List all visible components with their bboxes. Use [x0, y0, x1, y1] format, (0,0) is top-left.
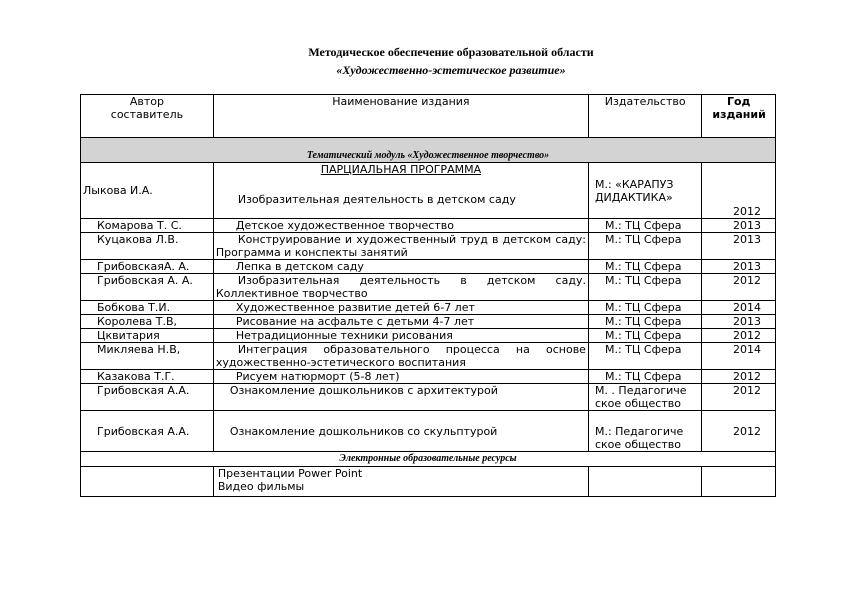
row-publisher: М.: ТЦ Сфера	[588, 233, 701, 260]
table-row	[81, 370, 776, 384]
eresources-list	[213, 467, 588, 497]
row-publisher: М.: ТЦ Сфера	[588, 274, 701, 301]
row-publisher: М.: ТЦ Сфера	[588, 219, 701, 233]
row-publisher: М.: ТЦ Сфера	[588, 301, 701, 315]
row-name: Детское художественное творчество	[213, 219, 588, 233]
row-year: 2012	[702, 274, 776, 301]
row-year: 2013	[702, 315, 776, 329]
table-row	[81, 343, 776, 370]
row-author: Казакова Т.Г.	[81, 370, 214, 384]
program-row	[81, 163, 776, 219]
eresources-item: Видео фильмы	[217, 480, 305, 493]
module-row	[81, 138, 776, 163]
eresources-year	[702, 467, 776, 497]
row-name: Нетрадиционные техники рисования	[213, 329, 588, 343]
table-row	[81, 260, 776, 274]
eresources-row	[81, 467, 776, 497]
row-publisher: М.: ТЦ Сфера	[588, 315, 701, 329]
row-author: Грибовская А. А.	[81, 274, 214, 301]
module-title: Тематический модуль «Художественное творчество»	[81, 138, 776, 163]
row-author: Куцакова Л.В.	[81, 233, 214, 260]
program-name: Изобразительная деятельность в детском саду	[237, 193, 516, 206]
header-author: Автор составитель	[81, 95, 214, 138]
eresources-title: Электронные образовательные ресурсы	[81, 452, 776, 467]
row-author: ГрибовскаяА. А.	[81, 260, 214, 274]
row-author: Грибовская А.А.	[81, 411, 214, 452]
row-name: Лепка в детском саду	[213, 260, 588, 274]
row-year: 2012	[702, 411, 776, 452]
header-publisher: Издательство	[588, 95, 701, 138]
row-year: 2013	[702, 260, 776, 274]
row-year: 2014	[702, 343, 776, 370]
program-author: Лыкова И.А.	[81, 163, 214, 219]
program-name-cell	[213, 163, 588, 219]
eresources-author	[81, 467, 214, 497]
eresources-item: Презентации Power Point	[217, 467, 363, 480]
row-name: Художественное развитие детей 6-7 лет	[213, 301, 588, 315]
row-publisher: М. . Педагогиче ское общество	[588, 384, 701, 411]
row-year: 2012	[702, 329, 776, 343]
program-publisher: М.: «КАРАПУЗ ДИДАКТИКА»	[588, 163, 701, 219]
table-row	[81, 315, 776, 329]
row-author: Комарова Т. С.	[81, 219, 214, 233]
table-row	[81, 384, 776, 411]
header-name: Наименование издания	[213, 95, 588, 138]
row-year: 2012	[702, 370, 776, 384]
table-row	[81, 219, 776, 233]
row-name: Ознакомление дошкольников с архитектурой	[213, 384, 588, 411]
row-publisher: М.: ТЦ Сфера	[588, 329, 701, 343]
program-label: ПАРЦИАЛЬНАЯ ПРОГРАММА	[320, 163, 482, 176]
row-name: Изобразительная деятельность в детском саду. Коллективное творчество	[213, 274, 588, 301]
document-subtitle: «Художественно-эстетическое развитие»	[336, 63, 566, 77]
table-row	[81, 233, 776, 260]
row-publisher: М.: ТЦ Сфера	[588, 370, 701, 384]
row-publisher: М.: ТЦ Сфера	[588, 260, 701, 274]
table-row	[81, 411, 776, 452]
program-year: 2012	[702, 163, 776, 219]
table-row	[81, 274, 776, 301]
row-author: Микляева Н.В,	[81, 343, 214, 370]
row-year: 2014	[702, 301, 776, 315]
row-publisher: М.: Педагогиче ское общество	[588, 411, 701, 452]
row-name: Интеграция образовательного процесса на основе художественно-эстетического воспитания	[213, 343, 588, 370]
document-title: Методическое обеспечение образовательной области	[308, 45, 594, 59]
table-row	[81, 301, 776, 315]
row-name: Конструирование и художественный труд в детском саду: Программа и конспекты занятий	[213, 233, 588, 260]
row-author: Грибовская А.А.	[81, 384, 214, 411]
row-name: Ознакомление дошкольников со скульптурой	[213, 411, 588, 452]
eresources-header-row	[81, 452, 776, 467]
row-author: Цквитария	[81, 329, 214, 343]
row-year: 2012	[702, 384, 776, 411]
row-name: Рисование на асфальте с детьми 4-7 лет	[213, 315, 588, 329]
row-year: 2013	[702, 233, 776, 260]
row-author: Бобкова Т.И.	[81, 301, 214, 315]
row-name: Рисуем натюрморт (5-8 лет)	[213, 370, 588, 384]
row-year: 2013	[702, 219, 776, 233]
table-header-row	[81, 95, 776, 138]
eresources-publisher	[588, 467, 701, 497]
table-row	[81, 329, 776, 343]
row-author: Королева Т.В,	[81, 315, 214, 329]
literature-table	[80, 94, 776, 497]
header-year: Год изданий	[702, 95, 776, 138]
row-publisher: М.: ТЦ Сфера	[588, 343, 701, 370]
